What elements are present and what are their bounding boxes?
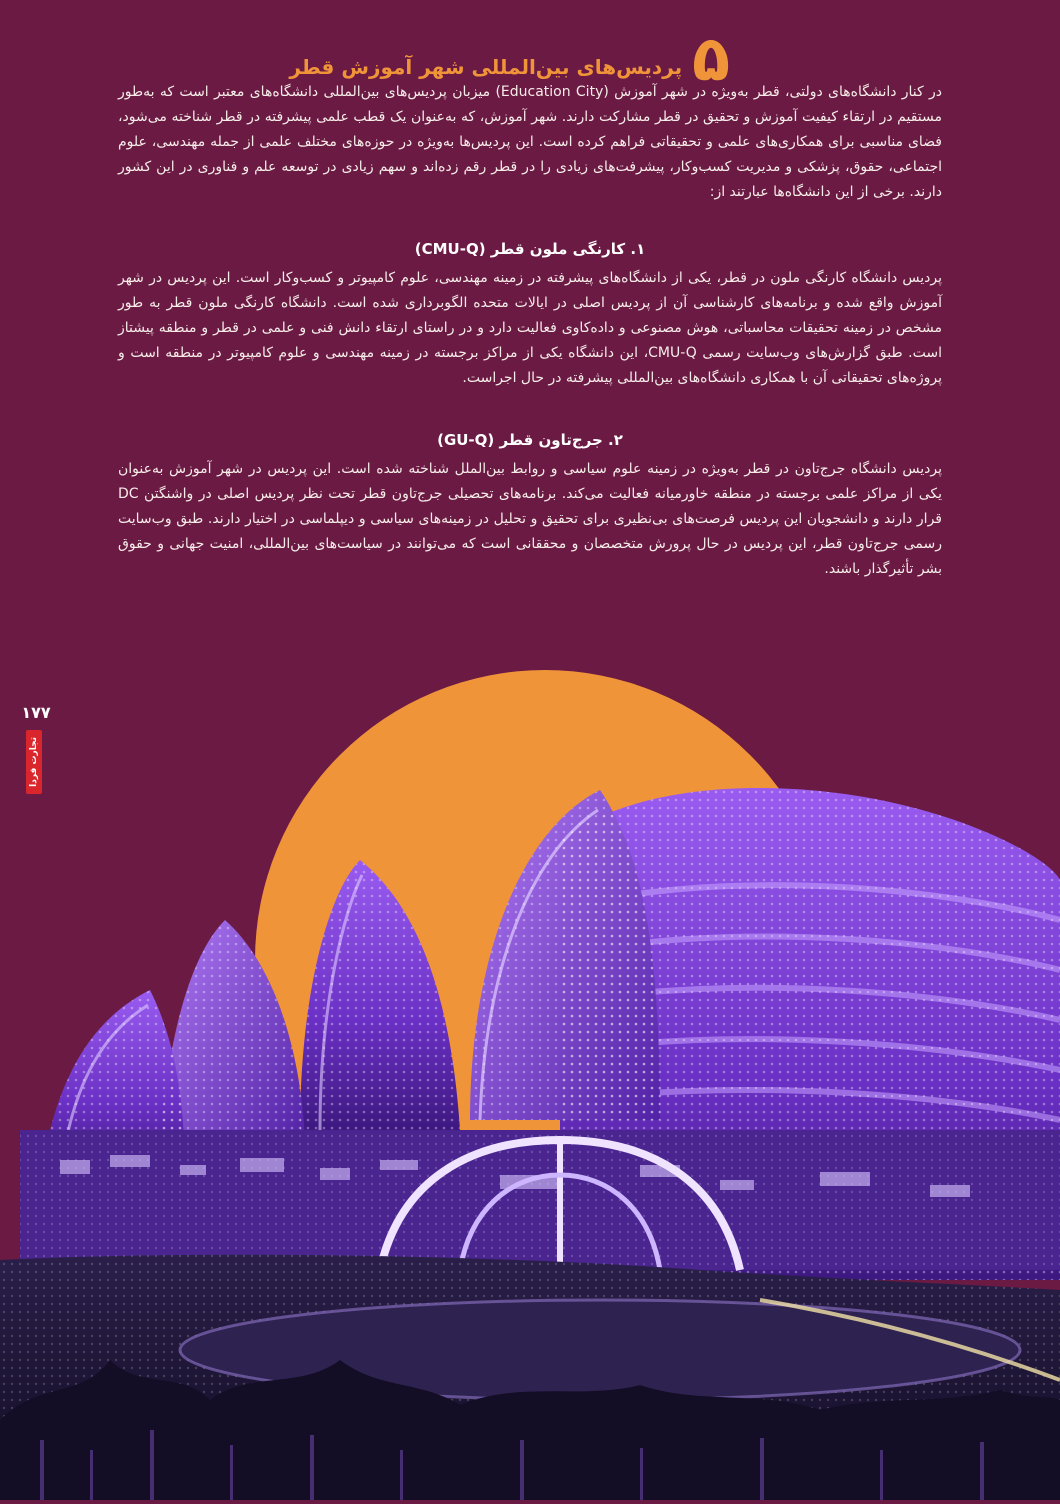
foreground-ground bbox=[0, 1255, 1060, 1500]
section-2-title: ۲. جرج‌تاون قطر (GU-Q) bbox=[437, 431, 623, 449]
heading-number: ۵ bbox=[692, 22, 730, 95]
heading-title: پردیس‌های بین‌المللی شهر آموزش قطر bbox=[289, 55, 683, 79]
building-facade bbox=[20, 1130, 1060, 1270]
building-photo bbox=[0, 660, 1060, 1500]
intro-paragraph: در کنار دانشگاه‌های دولتی، قطر به‌ویژه در شهر آموزش (Education City) میزبان پردیس‌های بین‌المللی دانشگاه‌های معتبر است که به‌طور مستقیم در ارتقاء کیفیت آموزش و تحقیق در قطر مشارکت دارند. شهر آموزش، که به‌عنوان یک قطب علمی پیشرفته در قطر شناخته می‌شود، فضای مناسبی برای همکاری‌های علمی و تحقیقاتی فراهم کرده است. این پردیس‌ها به‌ویژه در حوزه‌های مختلف علمی از جمله مهندسی، علوم اجتماعی، حقوق، پزشکی و مدیریت کسب‌وکار، پیشرفت‌های زیادی را در قطر رقم زده‌اند و سهم زیادی در توسعه علم و فناوری در این کشور دارند. برخی از این دانشگاه‌ها عبارتند از: bbox=[118, 84, 942, 200]
page-number: ۱۷۷ bbox=[21, 703, 51, 722]
section-1-body: پردیس دانشگاه کارنگی ملون در قطر، یکی از دانشگاه‌های پیشرفته در زمینه مهندسی، علوم کامپیوتر و کسب‌وکار است. این پردیس در شهر آموزش واقع شده و برنامه‌های کارشناسی آن از پردیس اصلی در ایالات متحده الگوبرداری شده است. دانشگاه کارنگی ملون قطر به طور مشخص در زمینه تحقیقات محاسباتی، هوش مصنوعی و داده‌کاوی فعالیت دارد و در راستای ارتقاء دانش فنی و علمی در قطر و منطقه پیشتاز است. طبق گزارش‌های وب‌سایت رسمی CMU-Q، این دانشگاه یکی از مراکز برجسته در زمینه مهندسی و علوم کامپیوتر در منطقه است و پروژه‌های تحقیقاتی آن با همکاری دانشگاه‌های بین‌المللی پیشرفته در حال اجراست. bbox=[118, 270, 942, 386]
section-2-body: پردیس دانشگاه جرج‌تاون در قطر به‌ویژه در زمینه علوم سیاسی و روابط بین‌الملل شناخته شده است. این پردیس در شهر آموزش به‌عنوان یکی از مراکز علمی برجسته در منطقه خاورمیانه فعالیت می‌کند. برنامه‌های تحصیلی جرج‌تاون قطر تحت نظر پردیس اصلی در واشنگتن DC قرار دارند و دانشجویان این پردیس فرصت‌های بی‌نظیری برای تحقیق و تحلیل در زمینه‌های سیاسی و دیپلماسی در اختیار دارند. طبق وب‌سایت رسمی جرج‌تاون قطر، این پردیس در حال پرورش متخصصان و محققانی است که می‌توانند در سیاست‌های بین‌المللی، امنیت جهانی و حقوق بشر تأثیرگذار باشند. bbox=[118, 461, 942, 577]
section-1-title: ۱. کارنگی ملون قطر (CMU-Q) bbox=[414, 240, 646, 258]
brand-logo-text: تجارت فردا bbox=[29, 737, 39, 787]
